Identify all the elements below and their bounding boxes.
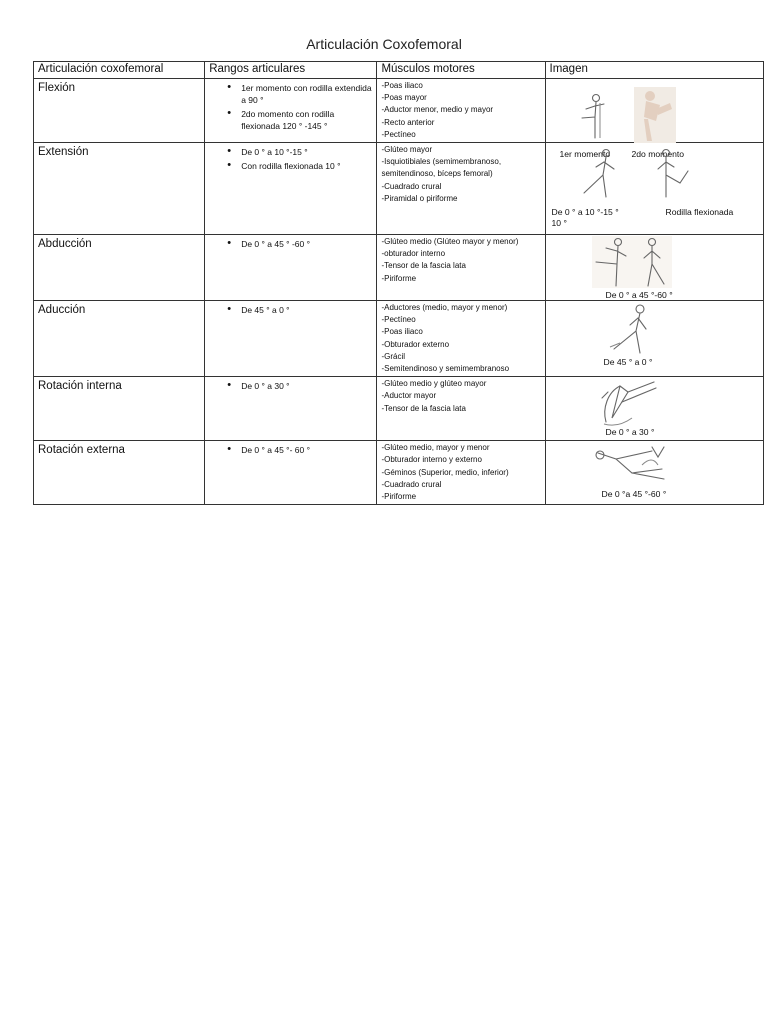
- page-title: Articulación Coxofemoral: [306, 36, 462, 52]
- movement-label: Aducción: [38, 304, 86, 317]
- muscle-item: -Recto anterior: [381, 117, 435, 127]
- muscle-item: -Cuadrado crural: [381, 181, 442, 191]
- image-caption: Rodilla flexionada: [665, 207, 734, 218]
- muscle-item: -Poas iliaco: [381, 81, 423, 90]
- muscle-list: [377, 377, 545, 441]
- range-list: [209, 82, 372, 132]
- extension-figure-illustration: [576, 147, 626, 201]
- muscle-item: -Glúteo mayor: [381, 145, 433, 155]
- movement-label: Rotación interna: [38, 380, 122, 393]
- range-item: • De 0 ° a 45 °- 60 °: [241, 444, 372, 456]
- image-caption: De 0 ° a 10 °-15 °: [551, 207, 619, 218]
- range-item: • De 45 ° a 0 °: [241, 304, 372, 316]
- range-item: • Con rodilla flexionada 10 °: [241, 160, 372, 172]
- image-cell: [545, 301, 764, 377]
- muscle-item: -Tensor de la fascia lata: [381, 261, 466, 271]
- range-item: • De 0 ° a 30 °: [241, 380, 372, 392]
- movement-label: Rotación externa: [38, 444, 125, 457]
- muscle-item: -obturador interno: [381, 249, 446, 259]
- muscle-item: -Poas mayor: [381, 93, 427, 103]
- range-item: • 2do momento con rodilla flexionada 120 ° -145 °: [241, 108, 372, 132]
- range-list: [209, 304, 372, 316]
- muscle-list: [377, 235, 545, 301]
- image-cell: [545, 79, 764, 159]
- muscle-item: -Grácil: [381, 351, 406, 361]
- internal-rotation-illustration: [598, 378, 664, 428]
- muscle-item: -Aductor menor, medio y mayor: [381, 105, 494, 115]
- movement-label: Abducción: [38, 238, 92, 251]
- muscle-item: -Piriforme: [381, 273, 417, 283]
- header-joint: Articulación coxofemoral: [34, 62, 205, 79]
- range-item: • De 0 ° a 10 °-15 °: [241, 146, 372, 158]
- muscle-list: [377, 79, 545, 143]
- muscle-item: -Pectíneo: [381, 129, 416, 139]
- range-item: • 1er momento con rodilla extendida a 90 °: [241, 82, 372, 106]
- header-image: Imagen: [545, 62, 764, 79]
- muscle-item: -Poas iliaco: [381, 327, 423, 337]
- muscle-item: -Aductores (medio, mayor y menor): [381, 303, 508, 313]
- abduction-figures-illustration: [592, 236, 672, 288]
- image-cell: [545, 143, 764, 235]
- table-row: [34, 441, 764, 505]
- range-list: [209, 380, 372, 392]
- muscle-item: -Semitendinoso y semimembranoso: [381, 364, 510, 374]
- movement-label: Flexión: [38, 82, 76, 94]
- muscle-item: -Aductor mayor: [381, 391, 437, 401]
- hip-joint-table: [33, 61, 764, 505]
- image-caption: 1er momento: [559, 149, 611, 159]
- external-rotation-illustration: [592, 443, 668, 485]
- muscle-item: -Piramidal o piriforme: [381, 193, 458, 203]
- flexion-photo-illustration: [634, 87, 676, 143]
- image-cell: [545, 377, 764, 441]
- image-caption: De 0 °a 45 °-60 °: [601, 489, 667, 500]
- table-row: [34, 79, 764, 143]
- muscle-item: -Piriforme: [381, 492, 417, 502]
- muscle-item: -Cuadrado crural: [381, 479, 442, 489]
- muscle-item: -Géminos (Superior, medio, inferior): [381, 467, 509, 477]
- muscle-item: -Pectíneo: [381, 315, 416, 325]
- image-caption: De 0 ° a 45 °-60 °: [605, 290, 673, 301]
- range-list: [209, 146, 372, 172]
- flexion-figure-illustration: [574, 93, 614, 139]
- table-row: [34, 143, 764, 235]
- range-list: [209, 238, 372, 250]
- image-caption: 2do momento: [631, 149, 685, 159]
- movement-label: Extensión: [38, 146, 89, 159]
- muscle-item: -Glúteo medio y glúteo mayor: [381, 379, 487, 389]
- muscle-list: [377, 301, 545, 377]
- muscle-item: -Obturador externo: [381, 339, 450, 349]
- image-cell: [545, 441, 764, 505]
- image-caption: De 45 ° a 0 °: [603, 357, 653, 368]
- image-caption: 10 °: [551, 218, 567, 229]
- header-ranges: Rangos articulares: [205, 62, 377, 79]
- muscle-item: -Isquiotibiales (semimembranoso, semitendinoso, bíceps femoral): [381, 157, 502, 179]
- range-list: [209, 444, 372, 456]
- table-row: [34, 377, 764, 441]
- image-cell: [545, 235, 764, 301]
- table-row: [34, 301, 764, 377]
- image-caption: De 0 ° a 30 °: [605, 427, 655, 438]
- adduction-figure-illustration: [600, 303, 660, 357]
- muscle-list: [377, 441, 545, 505]
- muscle-list: [377, 143, 545, 235]
- table-header-row: [34, 62, 764, 79]
- range-item: • De 0 ° a 45 ° -60 °: [241, 238, 372, 250]
- table-row: [34, 235, 764, 301]
- muscle-item: -Obturador interno y externo: [381, 455, 482, 465]
- muscle-item: -Glúteo medio (Glúteo mayor y menor): [381, 237, 519, 247]
- header-muscles: Músculos motores: [377, 62, 545, 79]
- muscle-item: -Glúteo medio, mayor y menor: [381, 443, 490, 453]
- muscle-item: -Tensor de la fascia lata: [381, 403, 466, 413]
- extension-knee-flexed-illustration: [648, 147, 694, 201]
